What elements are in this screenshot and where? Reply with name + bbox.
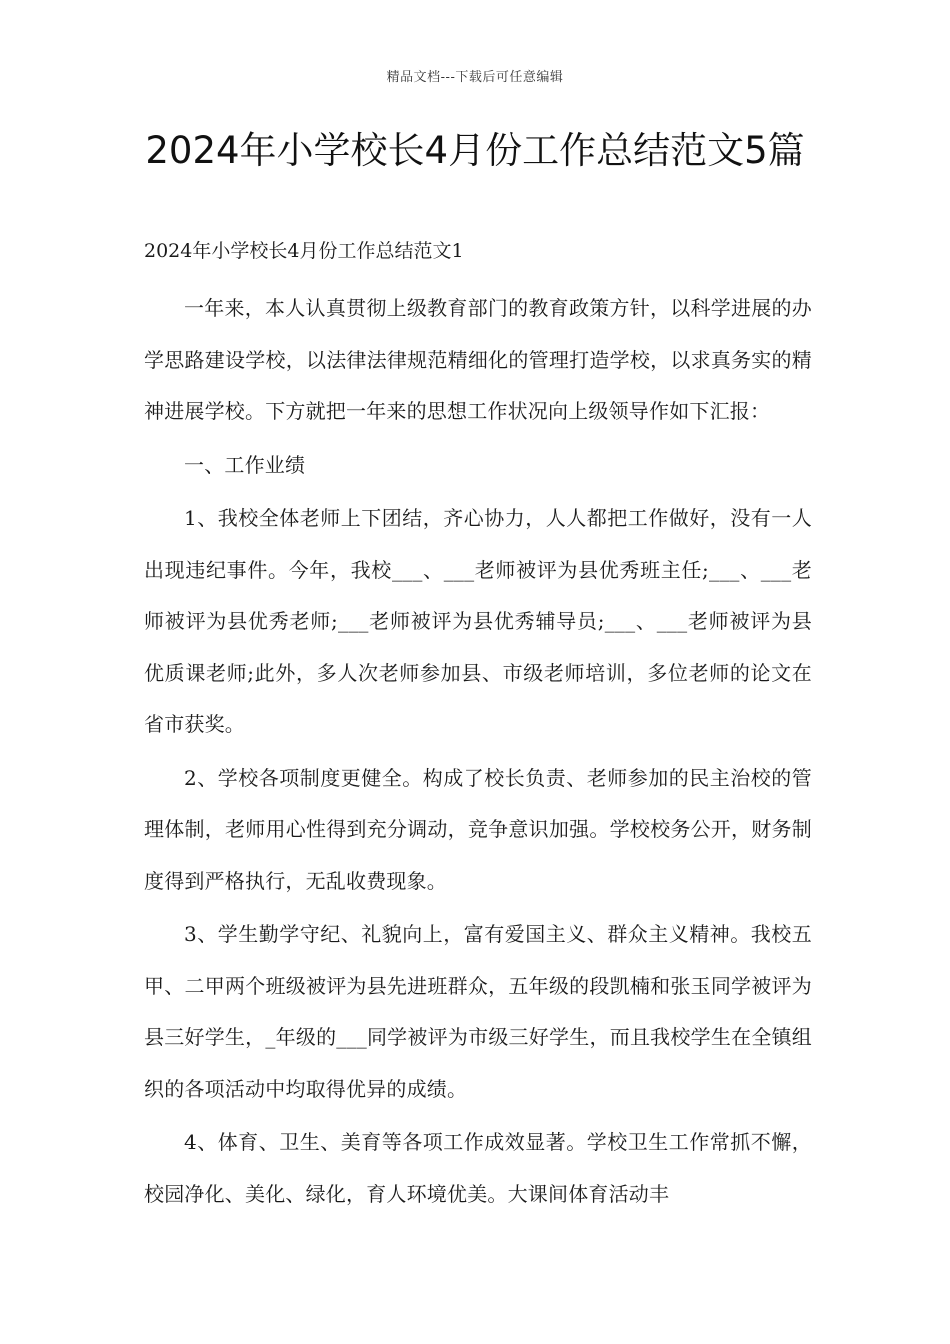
paragraph-intro: 一年来，本人认真贯彻上级教育部门的教育政策方针，以科学进展的办学思路建设学校，以法律法律规范精细化的管理打造学校，以求真务实的精神进展学校。下方就把一年来的思想工作状况向上级领导作如下汇报：	[144, 296, 812, 423]
header-note: 精品文档---下载后可任意编辑	[386, 70, 564, 85]
section-subtitle: 2024年小学校长4月份工作总结范文1	[144, 240, 464, 262]
paragraph-item-2: 2、学校各项制度更健全。构成了校长负责、老师参加的民主治校的管理体制，老师用心性得到充分调动，竞争意识加强。学校校务公开，财务制度得到严格执行，无乱收费现象。	[144, 765, 812, 893]
paragraph-item-4: 4、体育、卫生、美育等各项工作成效显著。学校卫生工作常抓不懈，校园净化、美化、绿化，育人环境优美。大课间体育活动丰	[144, 1130, 812, 1206]
document-title: 2024年小学校长4月份工作总结范文5篇	[145, 129, 805, 172]
section-heading-achievements: 一、工作业绩	[184, 452, 306, 477]
paragraph-item-1: 1、我校全体老师上下团结，齐心协力，人人都把工作做好，没有一人出现违纪事件。今年，我校___、___老师被评为县优秀班主任;___、___老师被评为县优秀老师;___老师被评为县优秀辅导员;___、___老师被评为县优质课老师;此外，多人次老师参加县、市级老师培训，多位老师的论文在省市获奖。	[144, 506, 812, 736]
paragraph-item-3: 3、学生勤学守纪、礼貌向上，富有爱国主义、群众主义精神。我校五甲、二甲两个班级被评为县先进班群众，五年级的段凯楠和张玉同学被评为县三好学生，_年级的___同学被评为市级三好学生，而且我校学生在全镇组织的各项活动中均取得优异的成绩。	[144, 922, 812, 1101]
document-body	[144, 283, 812, 1222]
